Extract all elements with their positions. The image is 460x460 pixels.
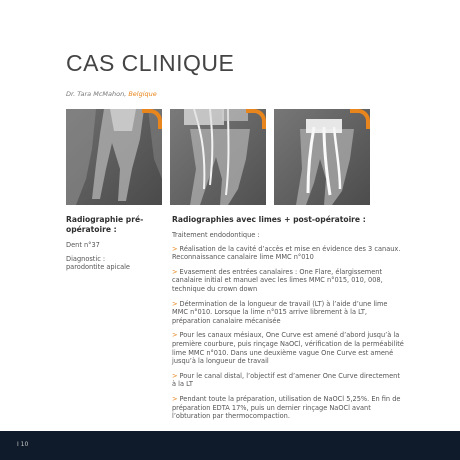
arrow-icon: > <box>172 244 178 253</box>
tooth-number: Dent n°37 <box>66 241 100 249</box>
arrow-icon: > <box>172 267 178 276</box>
diagnostic-value: parodontite apicale <box>66 263 130 272</box>
treatment-heading: Radiographies avec limes + post-opératoire : <box>172 215 366 224</box>
list-item: > Réalisation de la cavité d’accès et mise en évidence des 3 canaux. Reconnaissance canalaire lime MMC n°010 <box>172 244 401 262</box>
author-name: Dr. Tara McMahon, <box>66 90 127 98</box>
arrow-icon: > <box>172 331 178 340</box>
preop-heading: Radiographie pré-opératoire : <box>66 215 144 234</box>
arrow-icon: > <box>172 394 178 403</box>
list-item: > Pendant toute la préparation, utilisation de NaOCl 5,25%. En fin de préparation EDTA 17%, puis un dernier rinçage NaOCl avant l’obturation par thermocompaction. <box>172 394 401 421</box>
author-country: Belgique <box>128 90 157 98</box>
treatment-section <box>172 215 404 427</box>
list-item: > Pour les canaux mésiaux, One Curve est amené d’abord jusqu’à la première courbure, puis rinçage NaOCl, vérification de la perméabilité lime MMC n°010. Dans une deuxième vague One Curve est amené jusqu’à la longueur de travail <box>172 331 404 366</box>
treatment-steps <box>172 245 404 421</box>
treatment-intro: Traitement endodontique : <box>172 231 260 239</box>
arrow-icon: > <box>172 371 178 380</box>
page-number: I 10 <box>17 441 29 448</box>
diagnostic <box>66 255 166 272</box>
diagnostic-label: Diagnostic : <box>66 254 106 263</box>
list-item: > Pour le canal distal, l’objectif est d’amener One Curve directement à la LT <box>172 371 400 389</box>
xray-preop-image <box>66 109 162 205</box>
xray-postop-image <box>274 109 370 205</box>
page-title: CAS CLINIQUE <box>66 50 235 76</box>
list-item: > Détermination de la longueur de travail (LT) à l’aide d’une lime MMC n°010. Lorsque la lime n°015 arrive librement à la LT, préparation canalaire mécanisée <box>172 299 388 325</box>
xray-files-image <box>170 109 266 205</box>
arrow-icon: > <box>172 299 178 308</box>
list-item: > Evasement des entrées canalaires : One Flare, élargissement canalaire initial et manuel avec les limes MMC n°015, 010, 008, technique du crown down <box>172 267 383 293</box>
preop-section <box>66 215 166 277</box>
page-footer <box>0 431 460 460</box>
author-line <box>66 90 157 98</box>
